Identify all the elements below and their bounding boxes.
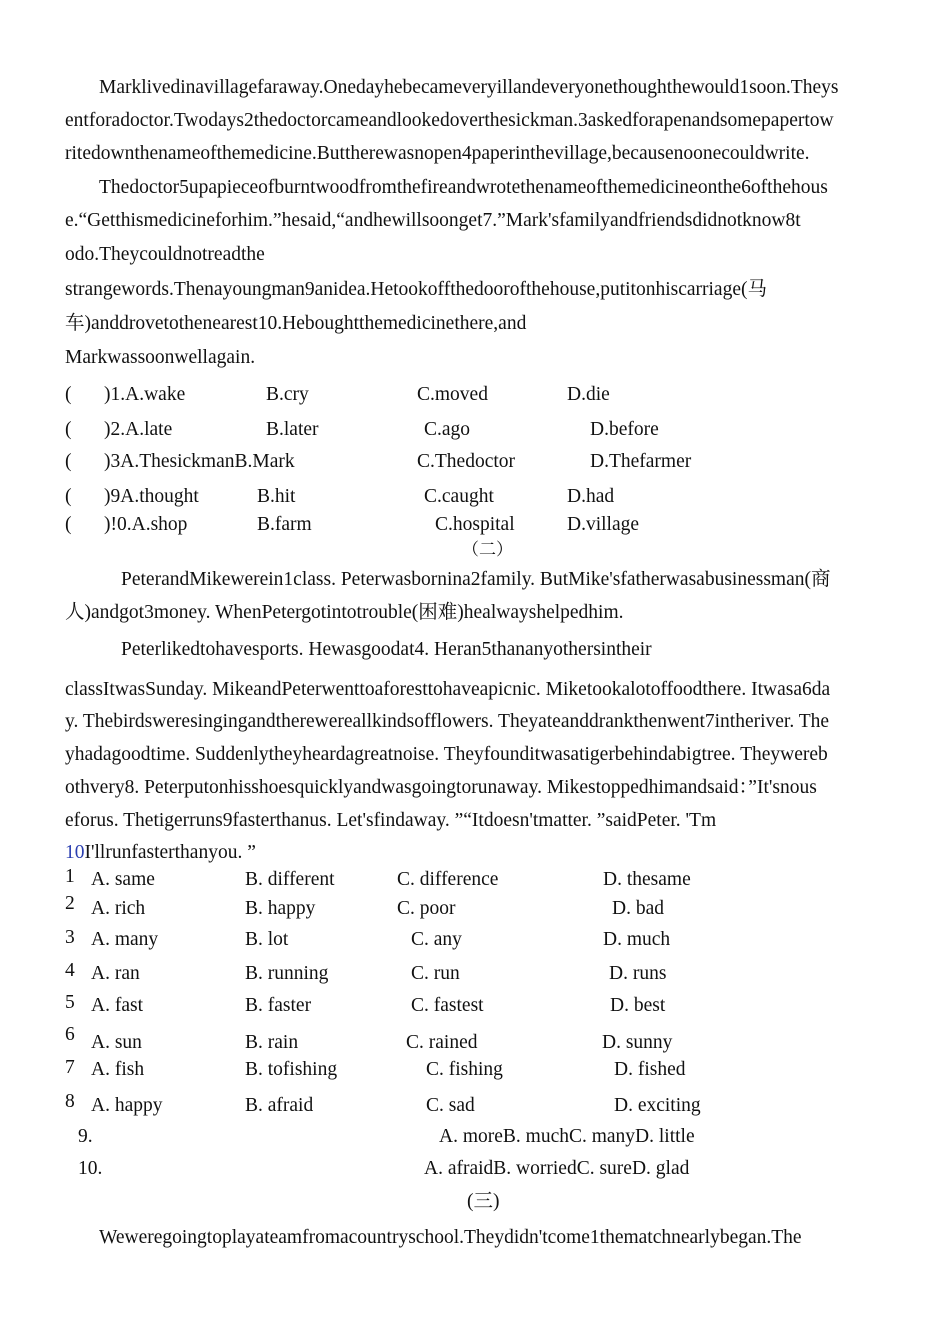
option-b: B. afraid [245, 1095, 314, 1116]
option-b: B. faster [245, 995, 312, 1016]
option-a: A. ran [91, 963, 140, 984]
section2-heading: （二） [462, 540, 513, 559]
option-b: B. happy [245, 898, 316, 919]
option-d: D. runs [609, 963, 667, 984]
option-c: C.ago [424, 419, 471, 440]
section2-line-8: eforus. Thetigerruns9fasterthanus. Let'sfindaway. ”“Itdoesn'tmatter. ”saidPeter. 'Tm [65, 810, 717, 831]
option-c: C.caught [424, 486, 494, 507]
option-text: A. moreB. muchC. manyD. little [439, 1126, 695, 1147]
option-d: D. much [603, 929, 671, 950]
section2-line-text: I'llrunfasterthanyou. ” [84, 842, 256, 863]
question-stem: )!0.A.shop [104, 514, 188, 535]
option-a: A. fish [91, 1059, 145, 1080]
option-a: A. fast [91, 995, 143, 1016]
section2-line-3: Peterlikedtohavesports. Hewasgoodat4. Heran5thananyothersintheir [121, 639, 652, 660]
passage1-line-3: ritedownthenameofthemedicine.Buttherewasnopen4paperinthevillage,becausenoonecouldwrite. [65, 143, 810, 164]
section2-line-4: classItwasSunday. MikeandPeterwenttoaforesttohaveapicnic. Miketookalotoffoodthere. Itwasa6da [65, 679, 831, 700]
section3-line-1: Weweregoingtoplayateamfromacountryschool.Theydidn'tcome1thematchnearlybegan.The [99, 1227, 802, 1248]
option-a: A. rich [91, 898, 146, 919]
option-c: C. fastest [411, 995, 484, 1016]
answer-blank-paren[interactable]: ( [65, 514, 72, 535]
passage1-line-8: 车)anddrovetothenearest10.Heboughtthemedicinethere,and [65, 313, 527, 334]
option-b: B.farm [257, 514, 312, 535]
option-c: C.hospital [435, 514, 515, 535]
option-b: B. different [245, 869, 335, 890]
passage1-line-2: entforadoctor.Twodays2thedoctorcameandlookedoverthesickman.3askedforapenandsomepapertow [65, 110, 834, 131]
option-a: A. happy [91, 1095, 163, 1116]
passage1-line-9: Markwassoonwellagain. [65, 347, 256, 368]
option-number: 10. [78, 1158, 103, 1179]
option-c: C.moved [417, 384, 488, 405]
option-b: B. rain [245, 1032, 299, 1053]
section2-line-2: 人)andgot3money. WhenPetergotintotrouble(困难)healwayshelpedhim. [65, 602, 624, 623]
answer-blank-paren[interactable]: ( [65, 384, 72, 405]
passage1-line-1: Marklivedinavillagefaraway.Onedayhebecameveryillandeveryonethoughthewould1soon.Theys [99, 77, 839, 98]
option-d: D. exciting [614, 1095, 701, 1116]
option-d: D. bad [612, 898, 664, 919]
passage1-line-5: e.“Getthismedicineforhim.”hesaid,“andhewillsoonget7.”Mark'sfamilyandfriendsdidnotknow8t [65, 210, 801, 231]
option-number: 5 [65, 992, 75, 1013]
option-number: 6 [65, 1024, 75, 1045]
answer-blank-paren[interactable]: ( [65, 451, 72, 472]
option-a: A. sun [91, 1032, 142, 1053]
option-c: C. sad [426, 1095, 475, 1116]
option-number: 2 [65, 893, 75, 914]
option-d: D. best [610, 995, 666, 1016]
option-d: D.village [567, 514, 640, 535]
option-c: C. any [411, 929, 462, 950]
option-c: C. fishing [426, 1059, 503, 1080]
option-d: D.had [567, 486, 615, 507]
question-stem: )1.A.wake [104, 384, 186, 405]
option-c: C. poor [397, 898, 456, 919]
option-b: B.cry [266, 384, 309, 405]
passage1-line-6: odo.Theycouldnotreadthe [65, 244, 265, 265]
section2-line-1: PeterandMikewerein1class. Peterwasbornina2family. ButMike'sfatherwasabusinessman(商 [121, 569, 831, 590]
answer-blank-paren[interactable]: ( [65, 419, 72, 440]
section2-line-6: yhadagoodtime. Suddenlytheyheardagreatnoise. Theyfounditwasatigerbehindabigtree. Theywereb [65, 744, 828, 765]
option-text: A. afraidB. worriedC. sureD. glad [424, 1158, 690, 1179]
option-c: C.Thedoctor [417, 451, 516, 472]
option-d: D. sunny [602, 1032, 673, 1053]
option-b: B. tofishing [245, 1059, 338, 1080]
option-a: A. many [91, 929, 159, 950]
passage1-line-7: strangewords.Thenayoungman9anidea.Hetookoffthedoorofthehouse,putitonhiscarriage(马 [65, 279, 767, 300]
question-stem: )3A.ThesickmanB.Mark [104, 451, 295, 472]
option-a: A. same [91, 869, 155, 890]
option-c: C. rained [406, 1032, 478, 1053]
option-d: D.before [590, 419, 659, 440]
passage1-line-4: Thedoctor5upapieceofburntwoodfromthefireandwrotethenameofthemedicineonthe6ofthehous [99, 177, 828, 198]
option-number: 1 [65, 866, 75, 887]
section2-line-7: othvery8. Peterputonhisshoesquicklyandwasgoingtorunaway. Mikestoppedhimandsaid：”It'snous [65, 777, 817, 798]
option-b: B. lot [245, 929, 289, 950]
option-number: 9. [78, 1126, 93, 1147]
option-b: B. running [245, 963, 329, 984]
option-number: 8 [65, 1091, 75, 1112]
question-stem: )2.A.late [104, 419, 173, 440]
option-c: C. run [411, 963, 460, 984]
option-b: B.hit [257, 486, 296, 507]
option-d: D. fished [614, 1059, 686, 1080]
option-d: D. thesame [603, 869, 691, 890]
section2-line-9 [65, 840, 256, 866]
section3-heading: (三) [467, 1191, 500, 1212]
option-b: B.later [266, 419, 319, 440]
option-number: 3 [65, 927, 75, 948]
question-stem: )9A.thought [104, 486, 199, 507]
option-c: C. difference [397, 869, 499, 890]
option-d: D.Thefarmer [590, 451, 692, 472]
option-number: 4 [65, 960, 75, 981]
answer-blank-paren[interactable]: ( [65, 486, 72, 507]
option-number: 7 [65, 1057, 75, 1078]
question-number-10: 10 [65, 842, 85, 863]
section2-line-5: y. Thebirdsweresingingandtherewereallkindsofflowers. Theyateanddrankthenwent7intheriver. The [65, 711, 830, 732]
option-d: D.die [567, 384, 610, 405]
